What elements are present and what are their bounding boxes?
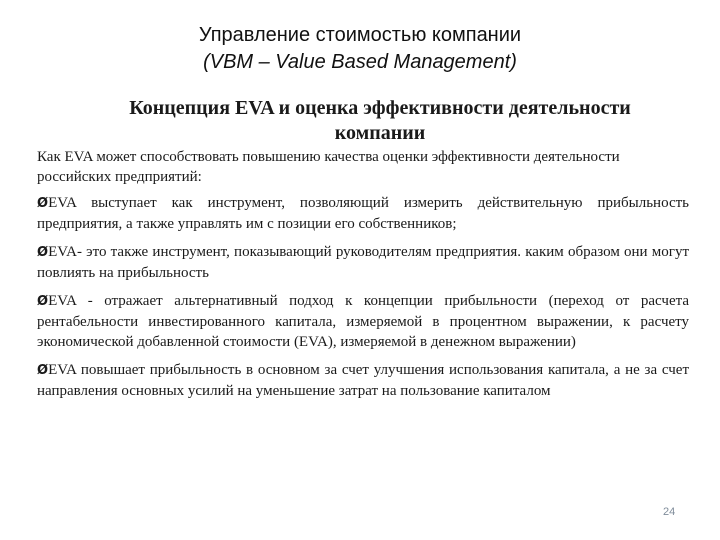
slide-body <box>37 147 689 409</box>
slide-header <box>0 22 720 76</box>
slide-title: Управление стоимостью компании <box>198 24 522 46</box>
arrow-bullet-icon: Ø <box>37 245 49 260</box>
bullet-item <box>37 242 689 283</box>
bullet-text: EVA повышает прибыльность в основном за счет улучшения использования капитала, а не за счет направления основных усилий на уменьшение затрат на пользование капиталом <box>37 362 689 399</box>
bullet-item <box>37 360 689 401</box>
concept-heading-line-1: Концепция EVA и оценка эффективности деятельности <box>129 97 631 119</box>
intro-paragraph: Как EVA может способствовать повышению качества оценки эффективности деятельности российских предприятий: <box>37 149 620 185</box>
arrow-bullet-icon: Ø <box>37 196 49 211</box>
concept-heading <box>60 96 700 146</box>
bullet-text: EVA- это также инструмент, показывающий руководителям предприятия. каким образом они могут повлиять на прибыльность <box>37 244 689 281</box>
slide-subtitle: (VBM – Value Based Management) <box>203 51 517 73</box>
bullet-item <box>37 193 689 234</box>
bullet-text: EVA - отражает альтернативный подход к концепции прибыльности (переход от расчета рентабельности инвестированного капитала, измеряемой в процентном выражении, к расчету экономической добавленной стоимости (EVA), измеряемой в денежном выражении) <box>37 293 689 350</box>
bullet-text: EVA выступает как инструмент, позволяющий измерить действительную прибыльность предприятия, а также управлять им с позиции его собственников; <box>37 195 689 232</box>
arrow-bullet-icon: Ø <box>37 363 49 378</box>
bullet-item <box>37 291 689 352</box>
concept-heading-line-2: компании <box>334 122 426 144</box>
arrow-bullet-icon: Ø <box>37 294 49 309</box>
page-number: 24 <box>663 506 676 518</box>
